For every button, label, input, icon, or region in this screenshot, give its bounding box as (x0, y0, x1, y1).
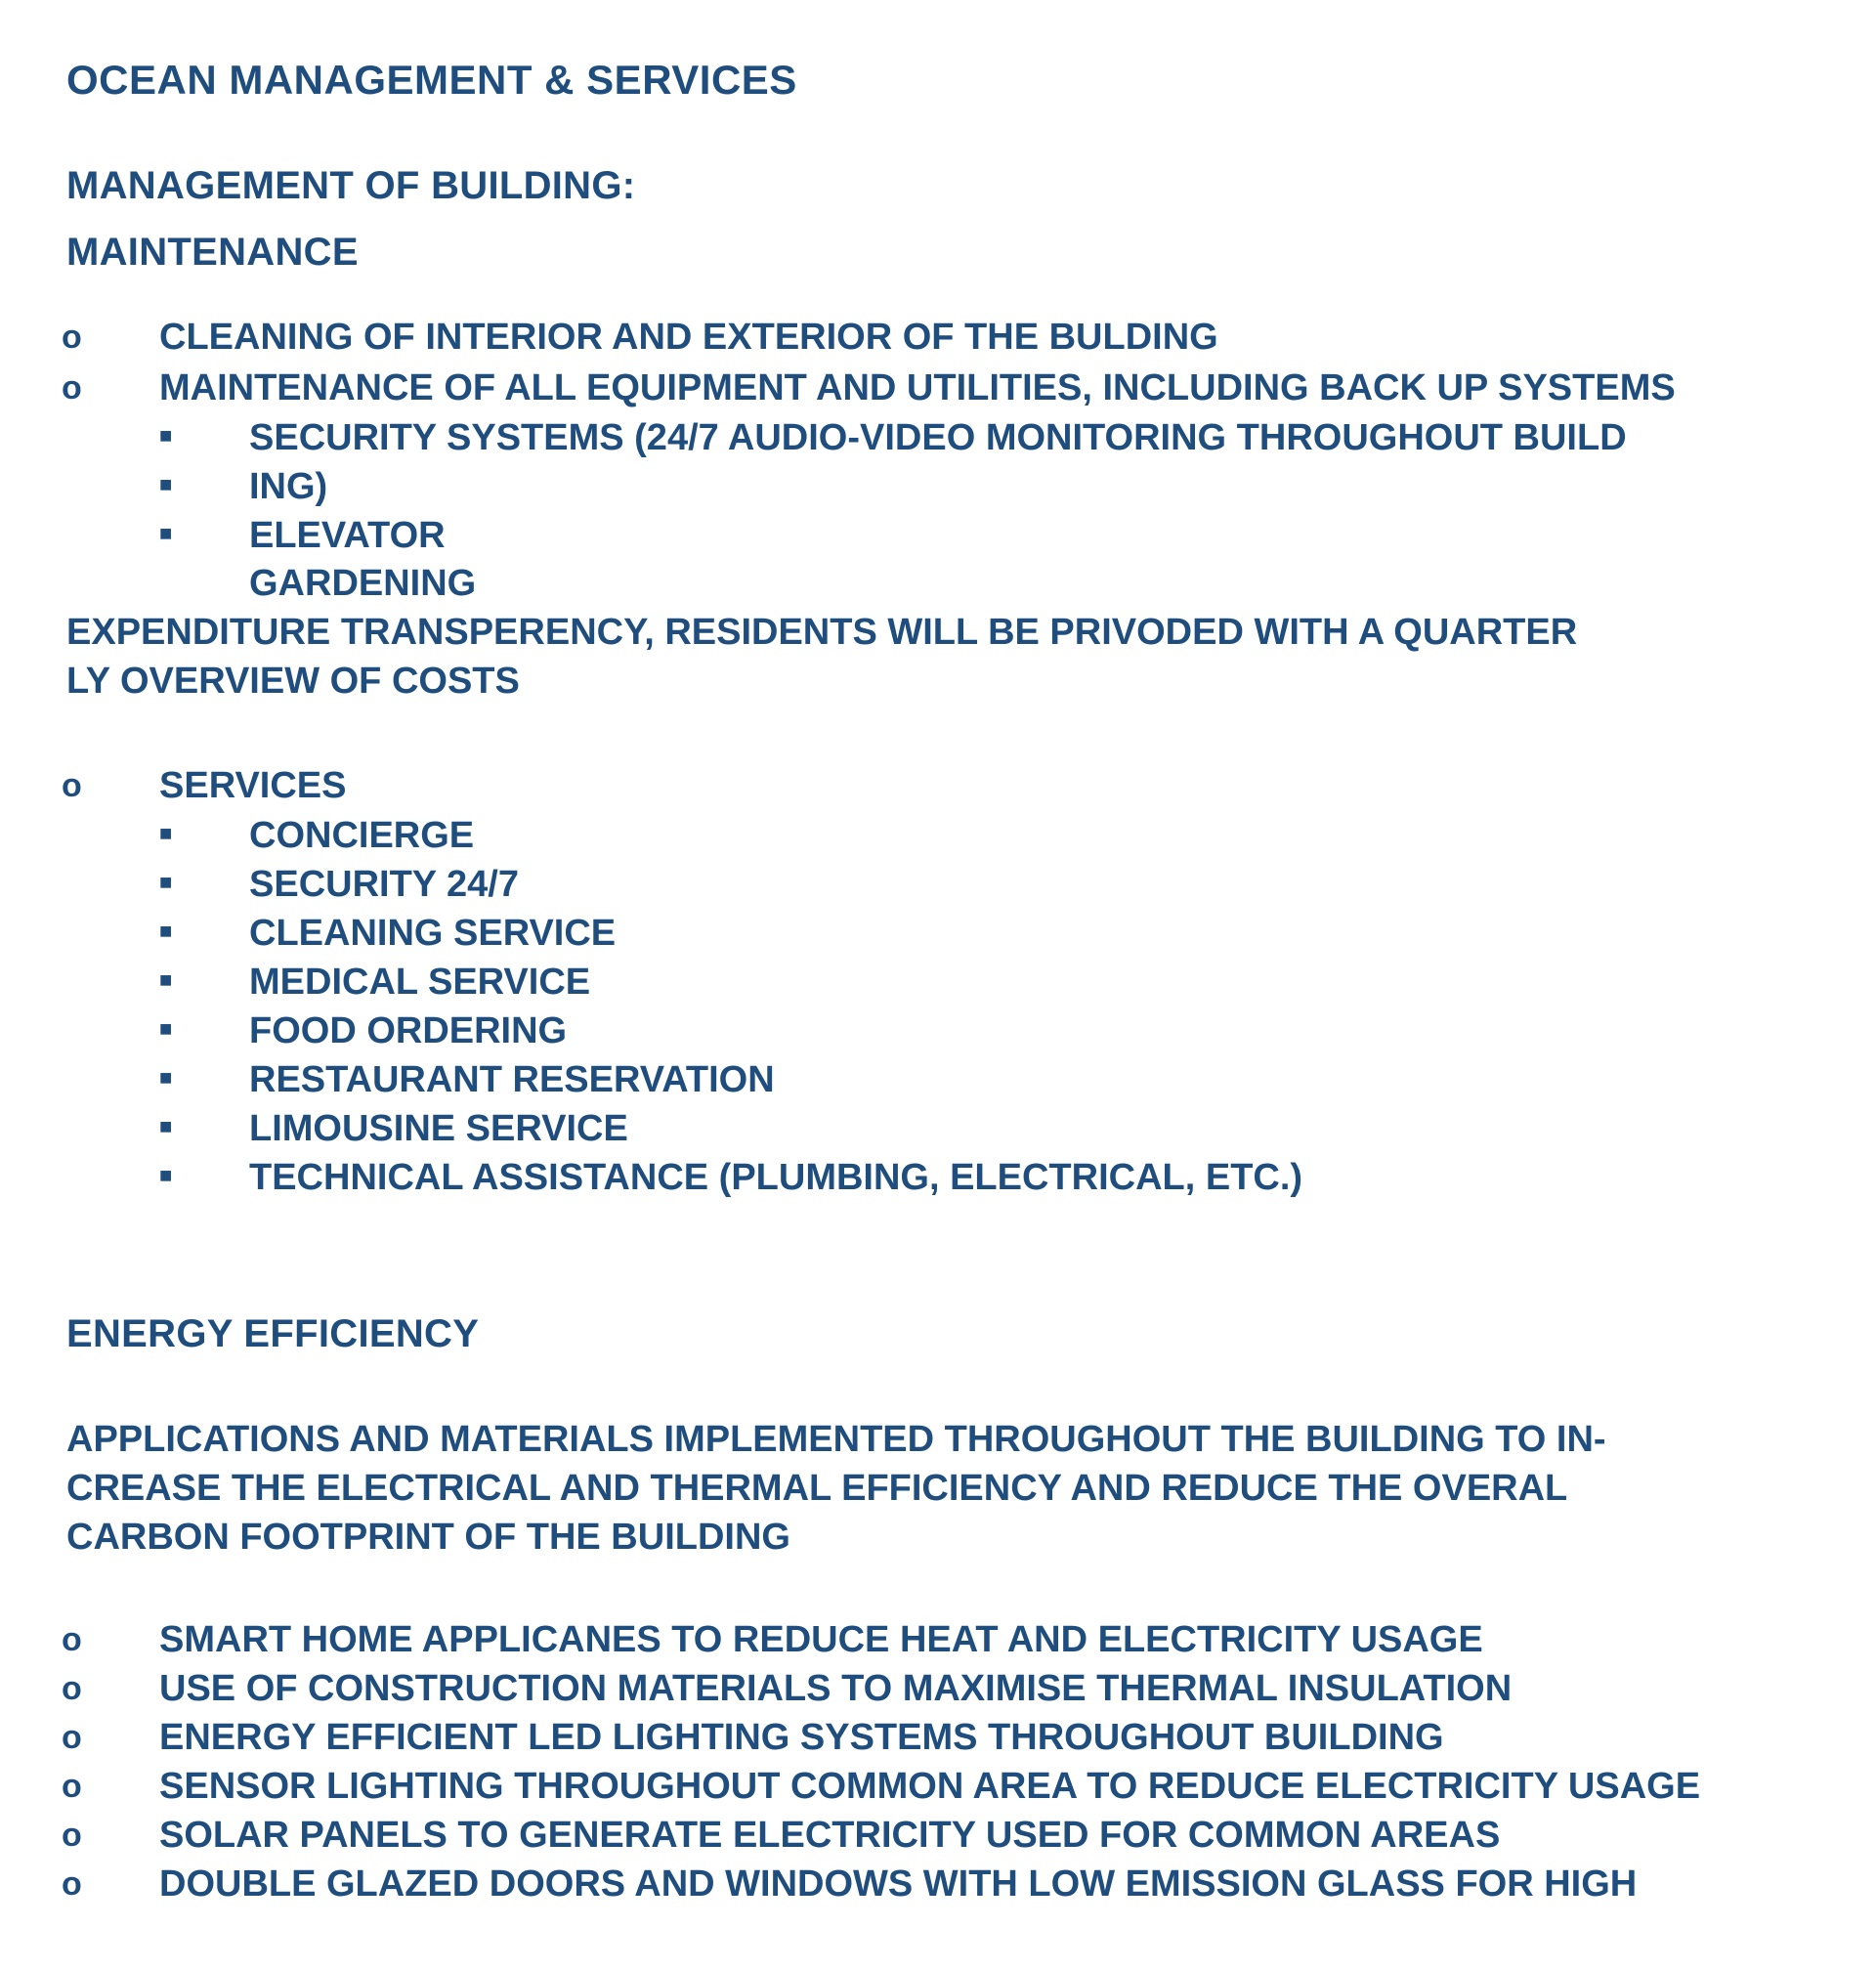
list-item (0, 1713, 1876, 1762)
circle-bullet-icon: o (62, 767, 82, 804)
expenditure-note-line (0, 657, 1876, 706)
list-item (0, 811, 1876, 860)
list-item-text: SENSOR LIGHTING THROUGHOUT COMMON AREA TO REDUCE ELECTRICITY USAGE (159, 1766, 1701, 1807)
list-item-text: ING) (249, 466, 328, 507)
list-item-text: MEDICAL SERVICE (249, 962, 591, 1003)
paragraph-text: LY OVERVIEW OF COSTS (66, 661, 520, 702)
list-item-text: SECURITY SYSTEMS (24/7 AUDIO-VIDEO MONITORING THROUGHOUT BUILD (249, 417, 1627, 458)
list-item (0, 909, 1876, 958)
section-heading-row (0, 161, 1876, 210)
list-item (0, 1860, 1876, 1908)
circle-bullet-icon: o (62, 1670, 82, 1707)
paragraph-text: APPLICATIONS AND MATERIALS IMPLEMENTED THROUGHOUT THE BUILDING TO IN- (66, 1419, 1606, 1460)
circle-bullet-icon: o (62, 1865, 82, 1903)
list-item (0, 1615, 1876, 1664)
paragraph-text: EXPENDITURE TRANSPERENCY, RESIDENTS WILL BE PRIVODED WITH A QUARTER (66, 612, 1578, 653)
list-item (0, 413, 1876, 462)
maintenance-label-row (0, 228, 1876, 277)
energy-intro-line (0, 1513, 1876, 1562)
energy-section-heading: ENERGY EFFICIENCY (66, 1312, 480, 1355)
list-item-text: TECHNICAL ASSISTANCE (PLUMBING, ELECTRICAL, ETC.) (249, 1157, 1303, 1198)
square-bullet-icon: ■ (159, 870, 173, 894)
list-item (0, 313, 1876, 362)
list-item-text: CLEANING OF INTERIOR AND EXTERIOR OF THE BULDING (159, 317, 1218, 358)
square-bullet-icon: ■ (159, 1016, 173, 1041)
list-item-text: ELEVATOR (249, 515, 446, 556)
list-item (0, 364, 1876, 412)
list-item-text: SMART HOME APPLICANES TO REDUCE HEAT AND ELECTRICITY USAGE (159, 1619, 1483, 1660)
circle-bullet-icon: o (62, 1817, 82, 1854)
energy-intro-line (0, 1464, 1876, 1513)
energy-intro-line (0, 1415, 1876, 1464)
circle-bullet-icon: o (62, 1768, 82, 1805)
list-item-text: ENERGY EFFICIENT LED LIGHTING SYSTEMS THROUGHOUT BUILDING (159, 1717, 1444, 1758)
expenditure-note-line (0, 608, 1876, 657)
list-item-text: GARDENING (249, 563, 477, 604)
document-title: OCEAN MANAGEMENT & SERVICES (66, 57, 797, 103)
energy-heading-row (0, 1309, 1876, 1358)
square-bullet-icon: ■ (159, 1114, 173, 1138)
paragraph-text: CREASE THE ELECTRICAL AND THERMAL EFFICIENCY AND REDUCE THE OVERAL (66, 1468, 1568, 1509)
paragraph-text: CARBON FOOTPRINT OF THE BUILDING (66, 1517, 790, 1558)
maintenance-label: MAINTENANCE (66, 231, 359, 274)
list-item-text: DOUBLE GLAZED DOORS AND WINDOWS WITH LOW EMISSION GLASS FOR HIGH (159, 1863, 1638, 1905)
list-item-text: USE OF CONSTRUCTION MATERIALS TO MAXIMISE THERMAL INSULATION (159, 1668, 1513, 1709)
list-item (0, 860, 1876, 909)
square-bullet-icon: ■ (159, 821, 173, 845)
list-item (0, 1664, 1876, 1713)
square-bullet-icon: ■ (159, 521, 173, 545)
square-bullet-icon: ■ (159, 423, 173, 448)
list-item-text: CLEANING SERVICE (249, 913, 617, 954)
list-item-text: FOOD ORDERING (249, 1010, 568, 1051)
building-section-heading: MANAGEMENT OF BUILDING: (66, 164, 636, 207)
circle-bullet-icon: o (62, 319, 82, 356)
list-item (0, 1811, 1876, 1860)
list-item-text: LIMOUSINE SERVICE (249, 1108, 628, 1149)
document-title-row (0, 56, 1876, 105)
list-item-text: MAINTENANCE OF ALL EQUIPMENT AND UTILITIES, INCLUDING BACK UP SYSTEMS (159, 367, 1676, 408)
list-item (0, 1762, 1876, 1811)
list-item (0, 1153, 1876, 1202)
circle-bullet-icon: o (62, 369, 82, 407)
list-item (0, 462, 1876, 511)
circle-bullet-icon: o (62, 1719, 82, 1756)
list-item (0, 511, 1876, 560)
services-label: SERVICES (159, 765, 347, 806)
square-bullet-icon: ■ (159, 919, 173, 943)
list-item (0, 1104, 1876, 1153)
list-item (0, 559, 1876, 608)
square-bullet-icon: ■ (159, 967, 173, 992)
square-bullet-icon: ■ (159, 1065, 173, 1090)
list-item (0, 958, 1876, 1006)
list-item-text: CONCIERGE (249, 815, 475, 856)
list-item (0, 761, 1876, 810)
list-item-text: SECURITY 24/7 (249, 864, 519, 905)
list-item (0, 1055, 1876, 1104)
list-item (0, 1006, 1876, 1055)
circle-bullet-icon: o (62, 1621, 82, 1658)
square-bullet-icon: ■ (159, 1163, 173, 1187)
list-item-text: SOLAR PANELS TO GENERATE ELECTRICITY USED FOR COMMON AREAS (159, 1815, 1501, 1856)
list-item-text: RESTAURANT RESERVATION (249, 1059, 775, 1100)
square-bullet-icon: ■ (159, 472, 173, 496)
